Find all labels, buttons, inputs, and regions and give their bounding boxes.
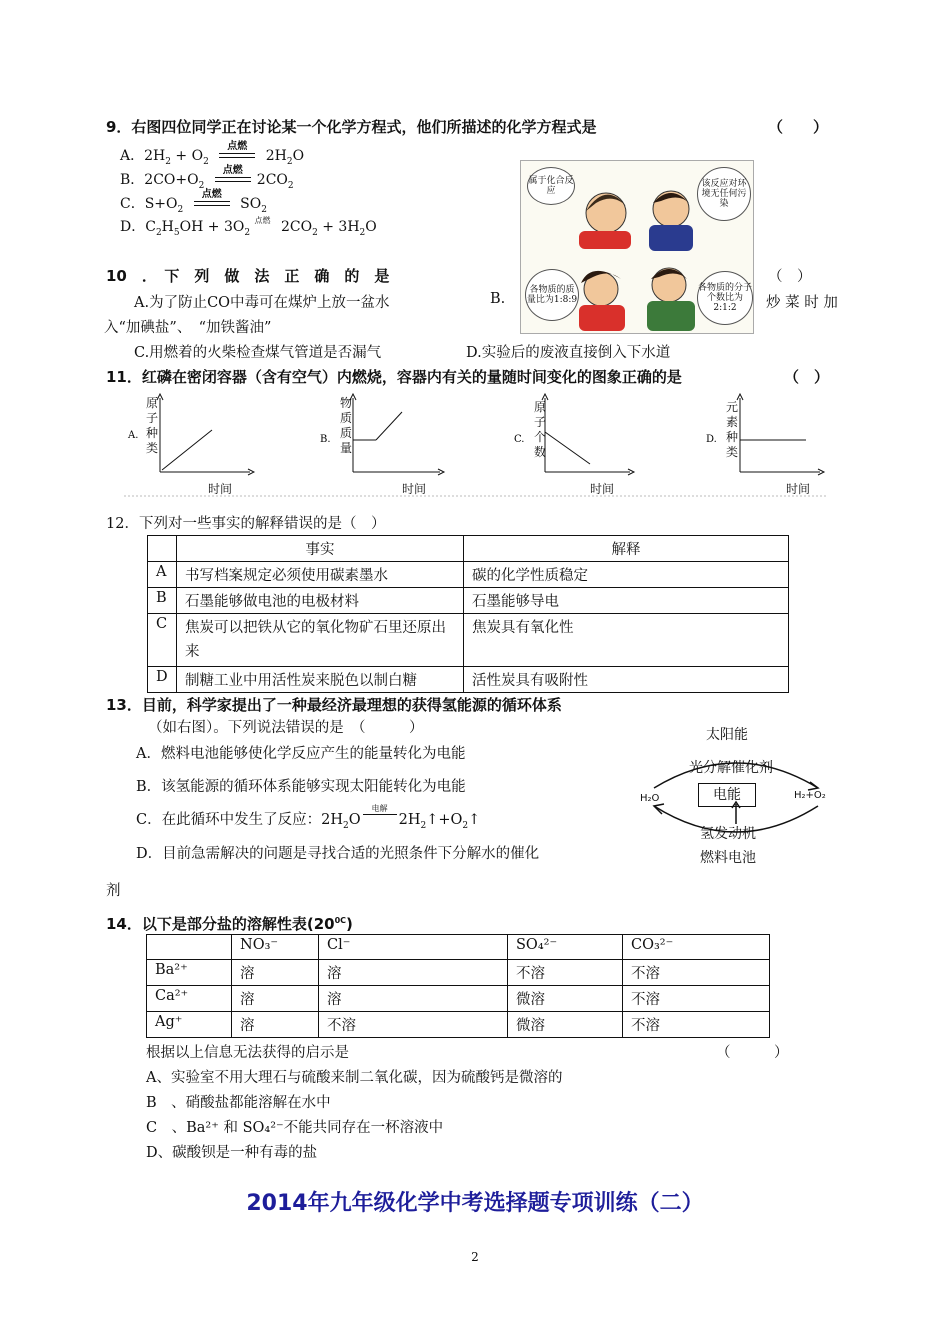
q14-stem: 14．以下是部分盐的溶解性表$(20^{0C})$ — [106, 915, 353, 933]
q13-option-d[interactable]: D．目前急需解决的问题是寻找合适的光照条件下分解水的催化 — [136, 846, 540, 862]
speech-bubble: 各物质的分子个数比为2:1:2 — [697, 271, 753, 325]
reaction-condition: 点燃 — [194, 197, 230, 211]
graph-label: C. — [514, 434, 525, 445]
table-header-row: NO₃⁻ Cl⁻ SO₄²⁻ CO₃²⁻ — [147, 935, 770, 960]
q10-option-b-continued: 入“加碘盐”、 “加铁酱油” — [104, 320, 272, 336]
diagram-hydrogen-oxygen: H₂+O₂ — [794, 790, 826, 801]
reaction-condition-small: 点燃 — [254, 216, 271, 225]
q10-option-b-tail: 炒 菜 时 加 — [766, 295, 838, 311]
graph-c[interactable] — [514, 394, 634, 475]
table-row: D 制糖工业中用活性炭来脱色以制白糖 活性炭具有吸附性 — [148, 667, 789, 693]
diagram-fuel-cell: 燃料电池 — [700, 850, 756, 866]
q10-option-b-label[interactable]: B. — [490, 291, 506, 307]
section-title: 2014年九年级化学中考选择题专项训练（二） — [246, 1191, 704, 1216]
graph-d[interactable] — [706, 394, 824, 475]
graph-a-xlabel: 时间 — [208, 482, 233, 496]
graph-b[interactable] — [320, 394, 444, 475]
table-row: Ag⁺ 溶 不溶 微溶 不溶 — [147, 1012, 770, 1038]
q14-answer-paren: （ ） — [716, 1045, 789, 1061]
q13-option-c[interactable]: C．在此循环中发生了反应：$2H_2O$ 电解 $2H_2↑+O_2↑$ — [136, 803, 481, 831]
table-row: Ca²⁺ 溶 溶 微溶 不溶 — [147, 986, 770, 1012]
q14-option-d[interactable]: D、碳酸钡是一种有毒的盐 — [146, 1145, 318, 1161]
q10-option-d[interactable]: D.实验后的废液直接倒入下水道 — [466, 345, 671, 361]
speech-bubble: 属于化合反应 — [527, 167, 575, 205]
q12-stem: 12．下列对一些事实的解释错误的是（ ） — [106, 516, 386, 532]
q14-solubility-table — [146, 934, 770, 1038]
diagram-catalyst: 光分解催化剂 — [689, 760, 773, 776]
reaction-condition: 点燃 — [215, 173, 251, 187]
graph-label: A. — [128, 430, 139, 441]
q11-stem: 11．红磷在密闭容器（含有空气）内燃烧，容器内有关的量随时间变化的图象正确的是 — [106, 368, 682, 386]
q10-stem: 10 ． 下 列 做 法 正 确 的 是 — [106, 267, 390, 285]
graph-c-ylabel: 原子个数 — [534, 400, 547, 459]
q10-option-a[interactable]: A.为了防止CO中毒可在煤炉上放一盆水 — [134, 295, 390, 311]
table-row: A 书写档案规定必须使用碳素墨水 碳的化学性质稳定 — [148, 562, 789, 588]
graph-d-xlabel: 时间 — [786, 482, 811, 496]
diagram-electric-energy: 电能 — [698, 783, 756, 807]
graph-b-ylabel: 物质质量 — [340, 396, 353, 455]
graph-label: D. — [706, 434, 717, 445]
q10-option-c[interactable]: C.用燃着的火柴检查煤气管道是否漏气 — [134, 345, 382, 361]
q13-stem: 13．目前，科学家提出了一种最经济最理想的获得氢能源的循环体系 — [106, 696, 562, 714]
q14-option-a[interactable]: A、实验室不用大理石与硫酸来制二氧化碳，因为硫酸钙是微溶的 — [146, 1070, 563, 1086]
diagram-hydrogen-engine: 氢发动机 — [700, 826, 756, 842]
q13-option-d-continued: 剂 — [106, 883, 121, 899]
q14-option-c[interactable]: C 、Ba²⁺ 和 SO₄²⁻不能共同存在一杯溶液中 — [146, 1120, 444, 1136]
q9-option-a[interactable]: A．$2H_2 + O_2$ 点燃 $2H_2O$ — [120, 141, 305, 167]
diagram-water: H₂O — [640, 793, 660, 804]
speech-bubble: 该反应对环境无任何污染 — [697, 167, 751, 221]
q9-stem: 9．右图四位同学正在讨论某一个化学方程式，他们所描述的化学方程式是 — [106, 118, 597, 136]
q14-option-b[interactable]: B 、硝酸盐都能溶解在水中 — [146, 1095, 331, 1111]
graph-a-ylabel: 原子种类 — [146, 396, 159, 455]
page-number: 2 — [471, 1250, 479, 1264]
table-row: Ba²⁺ 溶 溶 不溶 不溶 — [147, 960, 770, 986]
q13-option-b[interactable]: B．该氢能源的循环体系能够实现太阳能转化为电能 — [136, 779, 466, 795]
graph-d-ylabel: 元素种类 — [726, 400, 739, 459]
q13-option-a[interactable]: A．燃料电池能够使化学反应产生的能量转化为电能 — [136, 746, 466, 762]
diagram-solar-energy: 太阳能 — [706, 727, 748, 743]
table-row: C 焦炭可以把铁从它的氧化物矿石里还原出来 焦炭具有氧化性 — [148, 614, 789, 667]
q12-table — [147, 535, 789, 693]
reaction-condition: 点燃 — [219, 149, 255, 163]
graph-c-xlabel: 时间 — [590, 482, 615, 496]
speech-bubble: 各物质的质量比为1:8:9 — [525, 269, 579, 321]
graph-b-xlabel: 时间 — [402, 482, 427, 496]
q13-stem-continued: （如右图）。下列说法错误的是 （ ） — [148, 720, 424, 736]
graph-label: B. — [320, 434, 331, 445]
table-header-row: 事实 解释 — [148, 536, 789, 562]
q9-answer-paren: （ ） — [768, 118, 829, 136]
q14-prompt: 根据以上信息无法获得的启示是 — [146, 1045, 349, 1061]
q10-answer-paren: （ ） — [768, 269, 812, 285]
q9-option-c[interactable]: C．$S+O_2$ 点燃 $SO_2$ — [120, 189, 267, 215]
q9-option-b[interactable]: B．$2CO+O_2$ 点燃 $2CO_2$ — [120, 165, 294, 191]
table-row: B 石墨能够做电池的电极材料 石墨能够导电 — [148, 588, 789, 614]
students-discussion-cartoon — [520, 160, 754, 334]
q9-option-d[interactable]: D．$C_2H_5OH + 3O_2$ 点燃 $2CO_2 + 3H_2O$ — [120, 216, 377, 238]
q11-answer-paren: （ ） — [784, 368, 830, 386]
